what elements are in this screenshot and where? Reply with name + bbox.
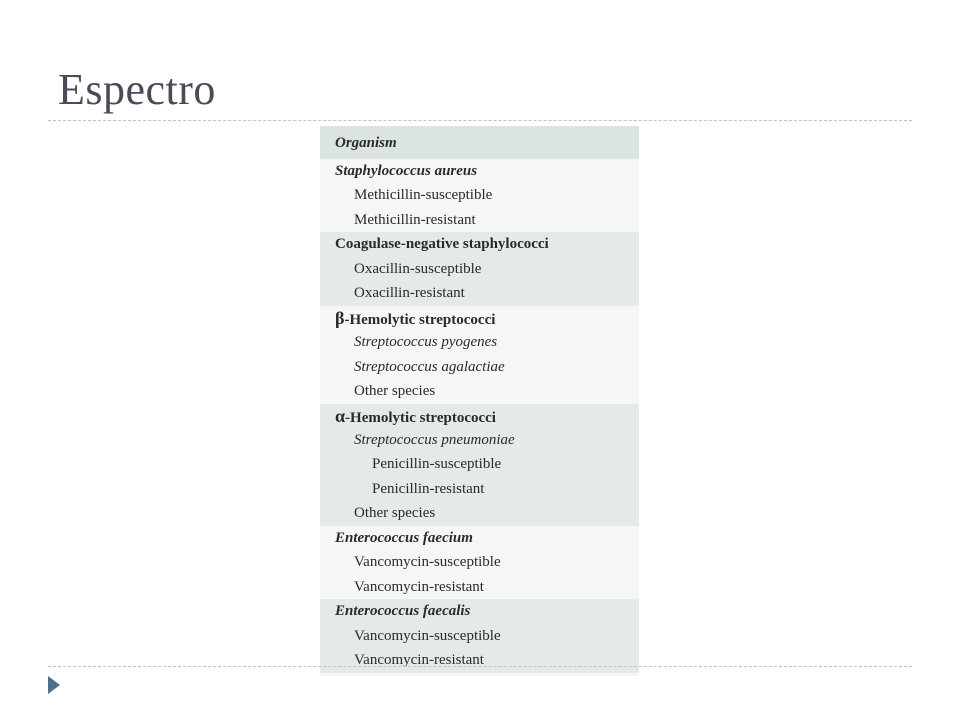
group-sub-item: Penicillin-susceptible bbox=[320, 452, 639, 476]
organism-table-image bbox=[320, 126, 639, 676]
alpha-symbol: α bbox=[335, 405, 346, 426]
group-label: -Hemolytic streptococci bbox=[345, 409, 496, 426]
group-label-row bbox=[320, 306, 639, 330]
group-item: Other species bbox=[320, 501, 639, 525]
group-item: Other species bbox=[320, 379, 639, 403]
group-label-row bbox=[320, 404, 639, 428]
title-divider bbox=[48, 120, 912, 121]
group-label: Enterococcus faecalis bbox=[320, 599, 639, 623]
group-sub-label: Streptococcus pneumoniae bbox=[320, 428, 639, 452]
group-item: Streptococcus pyogenes bbox=[320, 330, 639, 354]
slide-title: Espectro bbox=[58, 65, 216, 114]
group-label: Coagulase-negative staphylococci bbox=[320, 232, 639, 256]
group-label: -Hemolytic streptococci bbox=[344, 311, 496, 328]
group-item: Vancomycin-susceptible bbox=[320, 624, 639, 648]
group-label: Staphylococcus aureus bbox=[320, 159, 639, 183]
group-item: Oxacillin-susceptible bbox=[320, 257, 639, 281]
group-item: Methicillin-resistant bbox=[320, 208, 639, 232]
group-item: Vancomycin-resistant bbox=[320, 648, 639, 672]
group-sub-item: Penicillin-resistant bbox=[320, 477, 639, 501]
table-header: Organism bbox=[320, 126, 639, 159]
group-item: Streptococcus agalactiae bbox=[320, 355, 639, 379]
group-label: Enterococcus faecium bbox=[320, 526, 639, 550]
group-item: Oxacillin-resistant bbox=[320, 281, 639, 305]
next-slide-arrow-icon[interactable] bbox=[48, 676, 60, 694]
group-item: Methicillin-susceptible bbox=[320, 183, 639, 207]
group-item: Vancomycin-susceptible bbox=[320, 550, 639, 574]
beta-symbol: β bbox=[335, 307, 345, 328]
footer-divider bbox=[48, 666, 912, 667]
group-item: Vancomycin-resistant bbox=[320, 575, 639, 599]
